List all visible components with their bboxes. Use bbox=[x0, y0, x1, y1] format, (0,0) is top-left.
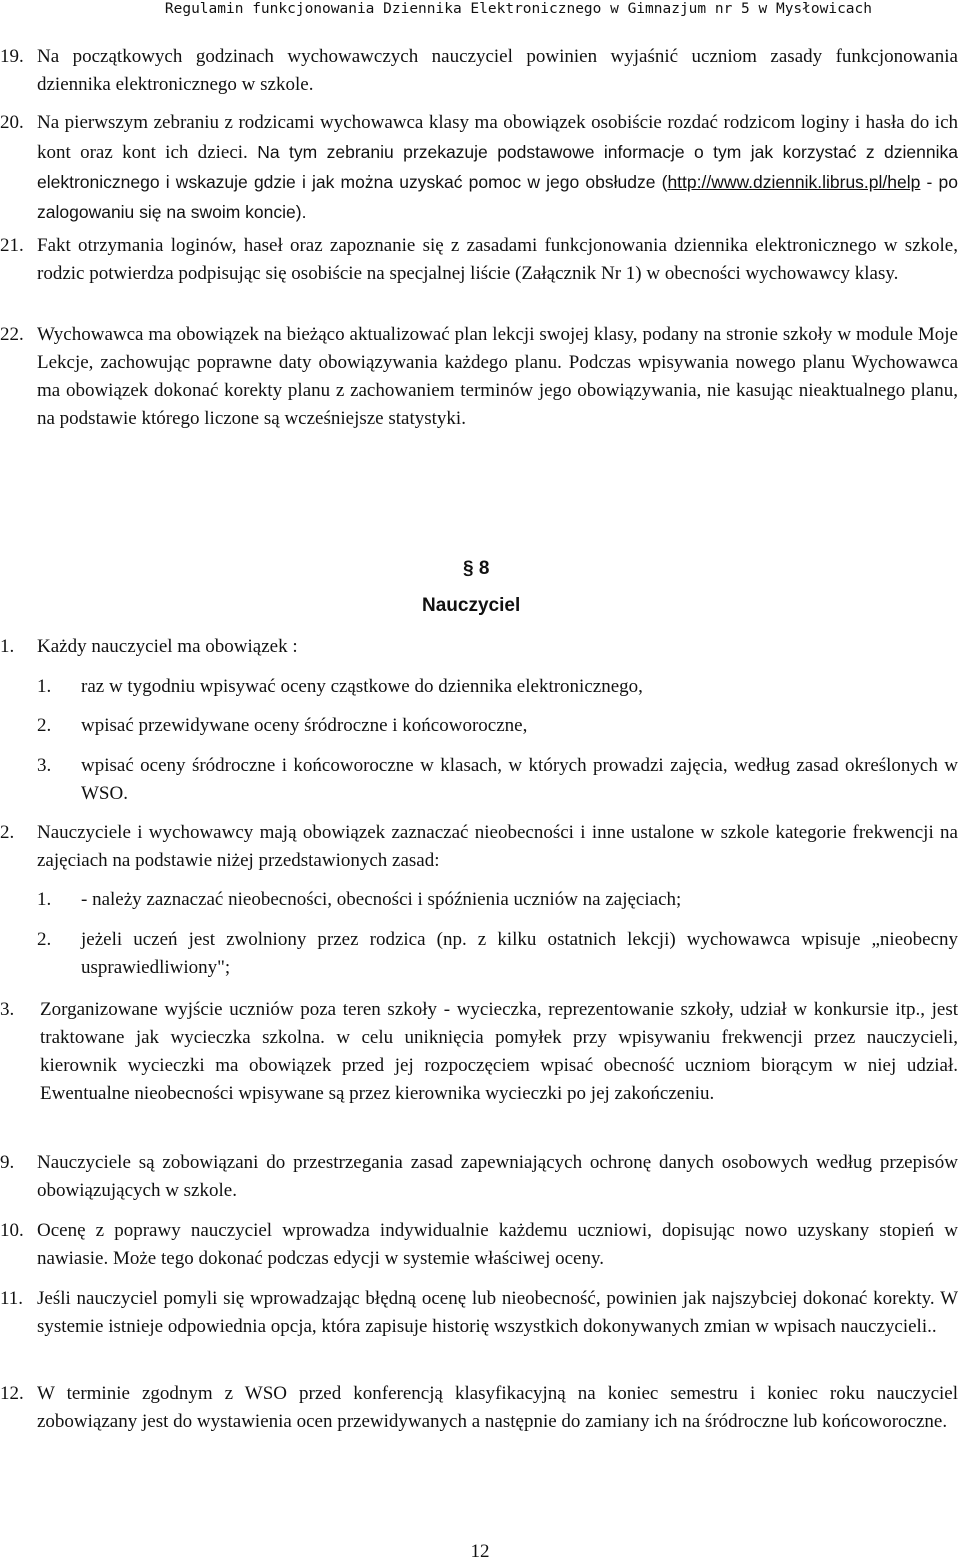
page-header: Regulamin funkcjonowania Dziennika Elektronicznego w Gimnazjum nr 5 w Mysłowicach bbox=[164, 1, 872, 17]
list-item-12 bbox=[0, 1380, 958, 1436]
list-item-2 bbox=[0, 819, 958, 875]
list-item-10 bbox=[0, 1217, 958, 1273]
item-text: jeżeli uczeń jest zwolniony przez rodzica (np. z kilku ostatnich lekcji) wychowawca wpisuje „nieobecny usprawiedliwiony"; bbox=[81, 929, 958, 978]
item-number: 19. bbox=[0, 46, 24, 67]
item-number: 1. bbox=[37, 889, 52, 910]
item-number: 9. bbox=[0, 1152, 15, 1173]
item-text: Każdy nauczyciel ma obowiązek : bbox=[37, 636, 298, 657]
item-number: 22. bbox=[0, 324, 24, 345]
item-number: 3. bbox=[0, 999, 15, 1020]
item-text-part: - po zalogowaniu się na swoim koncie). bbox=[37, 172, 958, 222]
list-item-11 bbox=[0, 1285, 958, 1341]
item-text: Zorganizowane wyjście uczniów poza teren szkoły - wycieczka, reprezentowanie szkoły, udział w konkursie itp., jest traktowane jak wycieczka szkolna. w celu uniknięcia pomyłek przy wpisywaniu frekwencji przez nauczycieli, kierownik wycieczki ma obowiązek przed jej rozpoczęciem wpisać obecność uczniom biorącym w niej udział. Ewentualne nieobecności wpisywane są przez kierownika wycieczki po jej zakończeniu. bbox=[40, 999, 958, 1104]
item-number: 3. bbox=[37, 755, 52, 776]
list-item-9 bbox=[0, 1149, 958, 1205]
item-text: Fakt otrzymania loginów, haseł oraz zapoznanie się z zasadami funkcjonowania dziennika elektronicznego w szkole, rodzic potwierdza podpisując się osobiście na specjalnej liście (Załącznik Nr 1) w obecności wychowawcy klasy. bbox=[37, 235, 958, 284]
item-number: 2. bbox=[37, 715, 52, 736]
item-number: 10. bbox=[0, 1220, 24, 1241]
item-text: wpisać przewidywane oceny śródroczne i końcoworoczne, bbox=[81, 715, 528, 736]
list-item-22 bbox=[0, 321, 958, 433]
help-link[interactable]: http://www.dziennik.librus.pl/help bbox=[667, 172, 921, 192]
list-item-3 bbox=[0, 996, 958, 1108]
sub-list-item bbox=[37, 712, 958, 740]
item-number: 12. bbox=[0, 1383, 24, 1404]
item-text: Na początkowych godzinach wychowawczych nauczyciel powinien wyjaśnić uczniom zasady funkcjonowania dziennika elektronicznego w szkole. bbox=[37, 46, 958, 95]
item-number: 2. bbox=[0, 822, 15, 843]
item-text: Wychowawca ma obowiązek na bieżąco aktualizować plan lekcji swojej klasy, podany na stronie szkoły w module Moje Lekcje, zachowując poprawne daty obowiązywania każdego planu. Podczas wpisywania nowego planu Wychowawca ma obowiązek dokonać korekty planu z zachowaniem terminów jego obowiązywania, nie kasując nieaktualnego planu, na podstawie którego liczone są wcześniejsze statystyki. bbox=[37, 324, 958, 429]
item-number: 21. bbox=[0, 235, 24, 256]
item-number: 1. bbox=[37, 676, 52, 697]
intro-item bbox=[0, 633, 958, 661]
page-number: 12 bbox=[470, 1541, 490, 1562]
list-item-20 bbox=[0, 109, 958, 228]
item-text: W terminie zgodnym z WSO przed konferencją klasyfikacyjną na koniec semestru i koniec roku nauczyciel zobowiązany jest do wystawienia ocen przewidywanych a następnie do zamiany ich na śródroczne lub końcoworoczne. bbox=[37, 1383, 958, 1432]
item-number: 11. bbox=[0, 1288, 24, 1309]
list-item-21 bbox=[0, 232, 958, 288]
sub-list-item bbox=[37, 926, 958, 982]
item-text: Nauczyciele są zobowiązani do przestrzegania zasad zapewniających ochronę danych osobowych według przepisów obowiązujących w szkole. bbox=[37, 1152, 958, 1201]
item-text: Ocenę z poprawy nauczyciel wprowadza indywidualnie każdemu uczniowi, dopisując nowo uzyskany stopień w nawiasie. Może tego dokonać podczas edycji w systemie właściwej oceny. bbox=[37, 1220, 958, 1269]
sub-list-item bbox=[37, 886, 958, 914]
item-number: 20. bbox=[0, 112, 24, 133]
section-mark: § 8 bbox=[463, 558, 490, 579]
item-text: Nauczyciele i wychowawcy mają obowiązek zaznaczać nieobecności i inne ustalone w szkole kategorie frekwencji na zajęciach na podstawie niżej przedstawionych zasad: bbox=[37, 822, 958, 871]
section-title: Nauczyciel bbox=[422, 595, 521, 616]
item-number: 1. bbox=[0, 636, 15, 657]
item-text bbox=[37, 109, 958, 228]
sub-list-item bbox=[37, 752, 958, 808]
item-text: raz w tygodniu wpisywać oceny cząstkowe do dziennika elektronicznego, bbox=[81, 676, 643, 697]
sub-list-item bbox=[37, 673, 958, 701]
item-number: 2. bbox=[37, 929, 52, 950]
list-item-19 bbox=[0, 43, 958, 99]
item-text: - należy zaznaczać nieobecności, obecności i spóźnienia uczniów na zajęciach; bbox=[81, 889, 682, 910]
item-text-part: Na pierwszym zebraniu z rodzicami wychowawca klasy ma obowiązek osobiście rozdać rodzicom loginy i hasła do ich kont oraz kont ich dzieci. bbox=[37, 112, 958, 163]
item-text-part: Na tym zebraniu przekazuje podstawowe informacje o tym jak korzystać z dziennika elektronicznego i wskazuje gdzie i jak można uzyskać pomoc w jego obsłudze ( bbox=[37, 142, 958, 192]
item-text: wpisać oceny śródroczne i końcoworoczne w klasach, w których prowadzi zajęcia, według zasad określonych w WSO. bbox=[81, 755, 958, 804]
item-text: Jeśli nauczyciel pomyli się wprowadzając błędną ocenę lub nieobecność, powinien jak najszybciej dokonać korekty. W systemie istnieje odpowiednia opcja, która zapisuje historię wszystkich dokonywanych zmian w wpisach nauczycieli.. bbox=[37, 1288, 958, 1337]
